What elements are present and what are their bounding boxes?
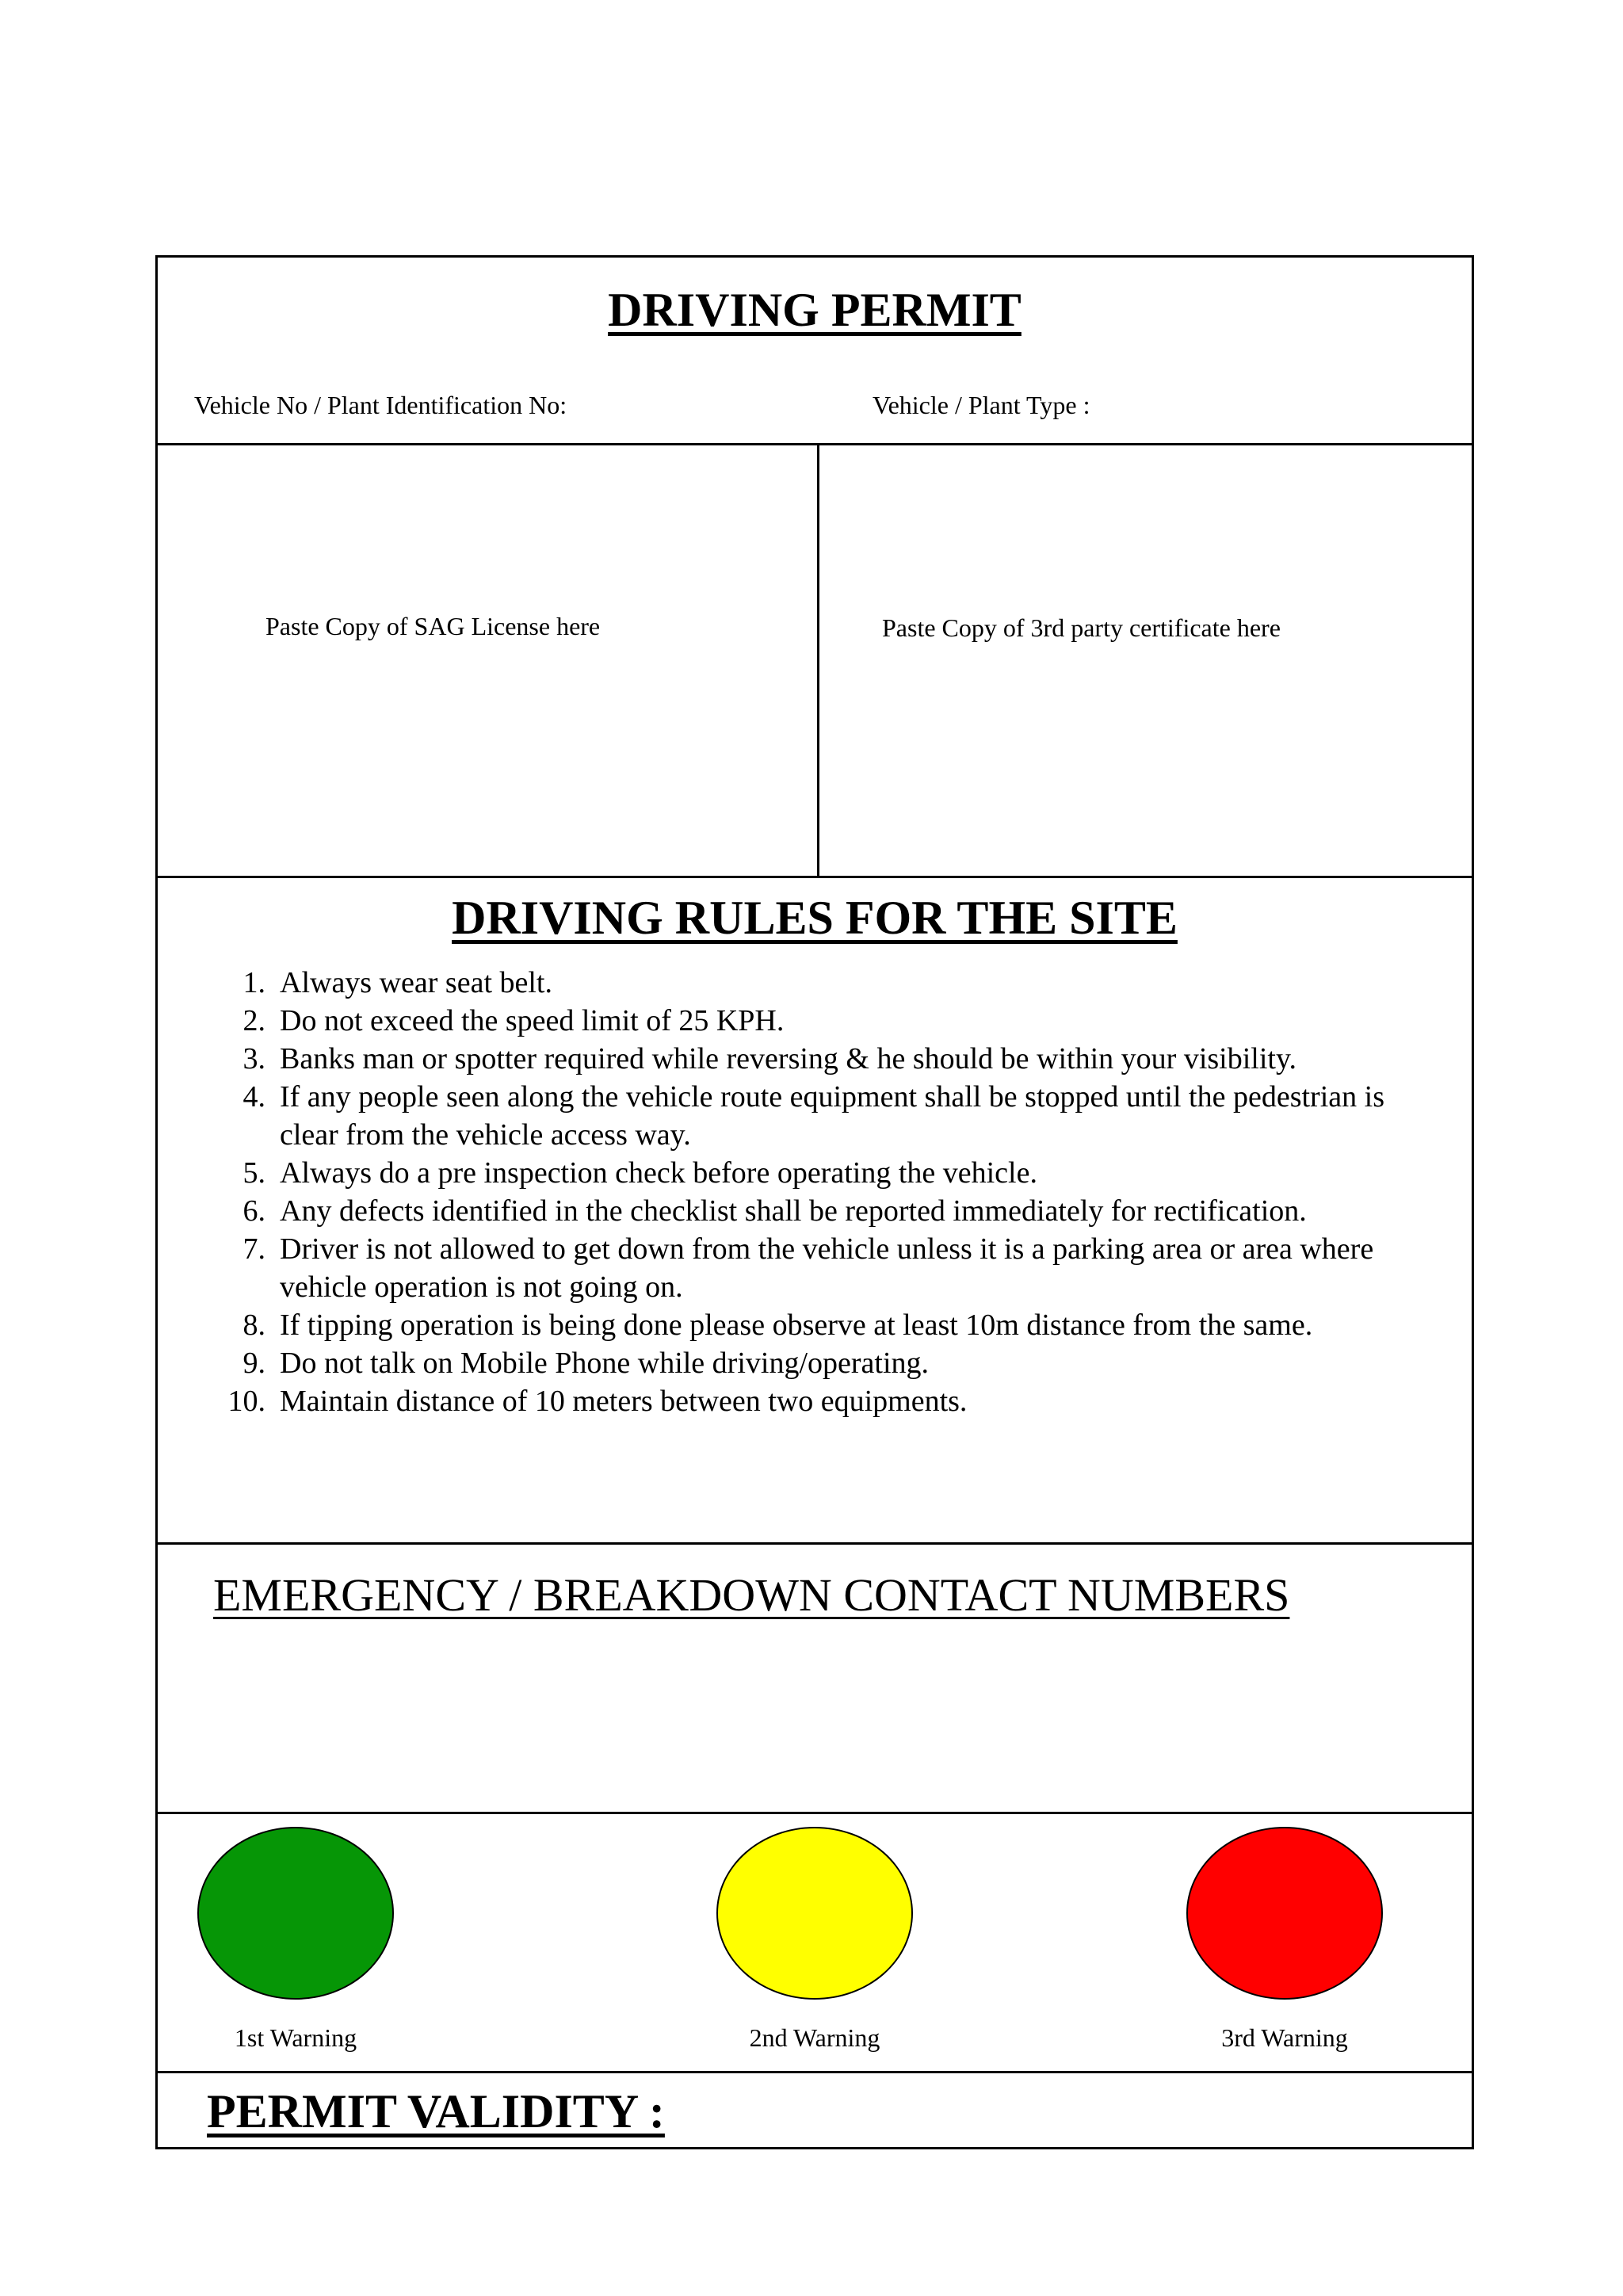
third-warning-label: 3rd Warning [1221,2023,1348,2052]
emergency-contacts-section [158,1545,1472,1814]
rule-item: 1. Always wear seat belt. [242,966,552,999]
rule-item: 3. Banks man or spotter required while reversing & he should be within your visibility. [242,1042,1296,1075]
vehicle-type-label: Vehicle / Plant Type : [873,391,1090,419]
rule-item: 8. If tipping operation is being done please observe at least 10m distance from the same. [242,1308,1313,1342]
rule-item: 5. Always do a pre inspection check before operating the vehicle. [242,1156,1037,1190]
second-warning-label: 2nd Warning [749,2023,880,2052]
permit-header-section [158,258,1472,445]
green-warning-light [197,1827,394,2000]
rule-item: 4. If any people seen along the vehicle route equipment shall be stopped until the pedestrian is clear from the vehicle access way. [242,1080,1384,1152]
third-party-certificate-placeholder: Paste Copy of 3rd party certificate here [882,613,1281,642]
yellow-warning-light [716,1827,913,2000]
rule-item: 10. Maintain distance of 10 meters between two equipments. [227,1385,968,1418]
paste-documents-section [158,445,1472,878]
vehicle-no-label: Vehicle No / Plant Identification No: [194,391,567,419]
permit-validity-section [158,2073,1472,2147]
emergency-title: EMERGENCY / BREAKDOWN CONTACT NUMBERS [213,1569,1290,1621]
permit-validity-title: PERMIT VALIDITY : [207,2085,665,2137]
rules-list [227,964,1396,1420]
rule-item: 6. Any defects identified in the checklist shall be reported immediately for rectification. [242,1194,1307,1228]
rules-title: DRIVING RULES FOR THE SITE [452,892,1178,944]
rule-item: 9. Do not talk on Mobile Phone while driving/operating. [242,1347,930,1380]
red-warning-light [1186,1827,1383,2000]
rule-item: 2. Do not exceed the speed limit of 25 KPH. [242,1004,785,1037]
rule-item: 7. Driver is not allowed to get down from the vehicle unless it is a parking area or area where vehicle operation is not going on. [242,1232,1374,1304]
first-warning-label: 1st Warning [234,2023,357,2052]
warnings-section [158,1814,1472,2073]
permit-title: DRIVING PERMIT [608,284,1022,336]
driving-rules-section [158,878,1472,1545]
paste-divider [817,445,819,876]
driving-permit-form [155,255,1474,2149]
sag-license-placeholder: Paste Copy of SAG License here [265,612,601,640]
